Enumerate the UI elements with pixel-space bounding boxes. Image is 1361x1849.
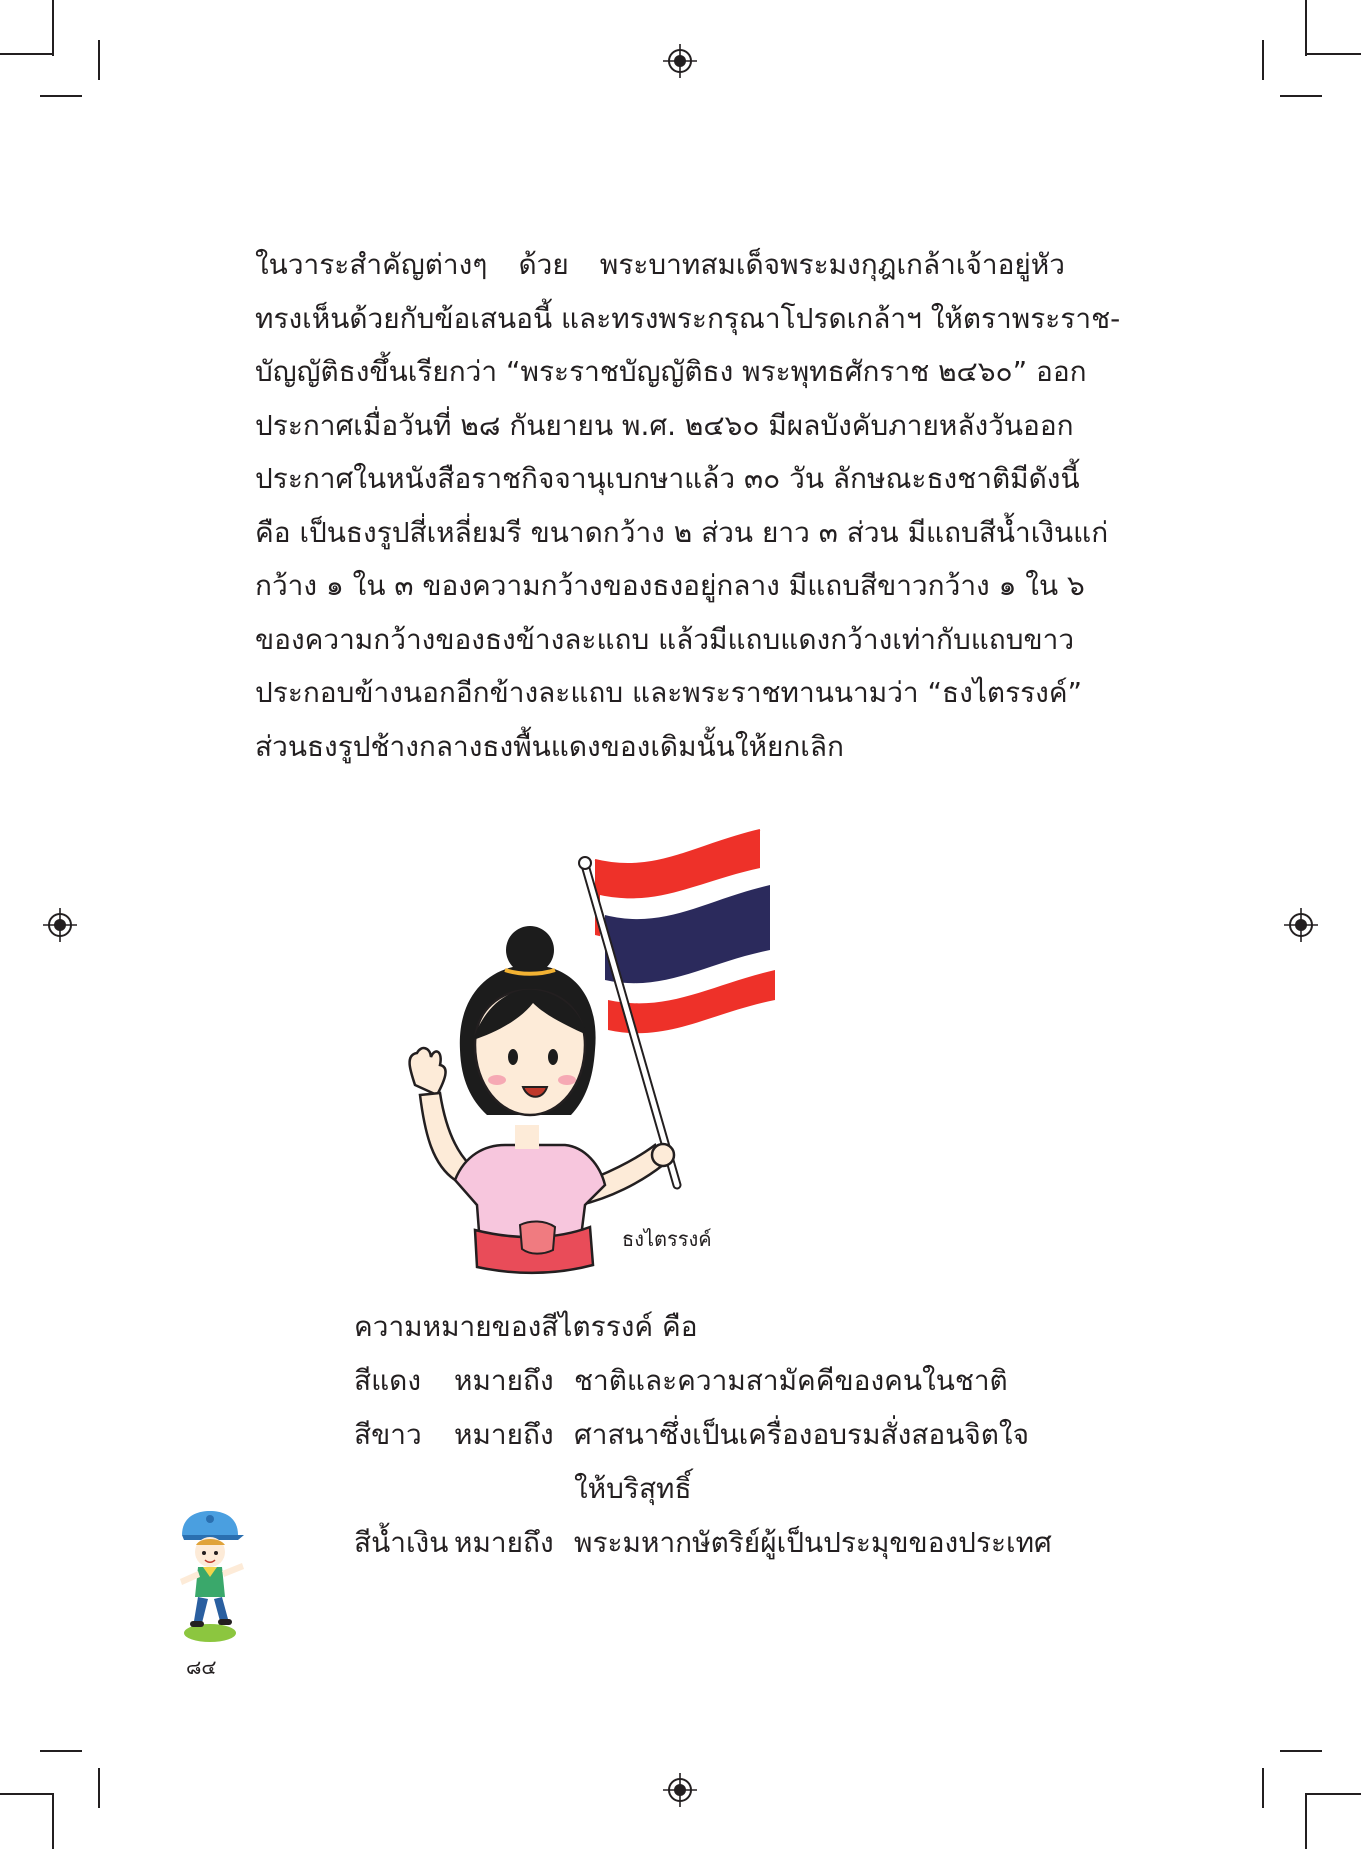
meaning-item-red: [354, 1354, 1074, 1408]
crop-mark: [98, 40, 100, 80]
meaning-item-white: [354, 1408, 1074, 1516]
crop-mark: [0, 53, 52, 55]
crop-mark: [1307, 53, 1361, 55]
meaning-connector: หมายถึง: [454, 1418, 554, 1451]
body-paragraph: [255, 238, 1121, 773]
crop-mark: [40, 95, 82, 97]
meaning-color-label: สีน้ำเงิน: [354, 1526, 449, 1559]
meaning-description-line: พระมหากษัตริย์ผู้เป็นประมุขของประเทศ: [574, 1526, 1052, 1559]
crop-mark: [40, 1750, 82, 1752]
body-line: กว้าง ๑ ใน ๓ ของความกว้างของธงอยู่กลาง มีแถบสีขาวกว้าง ๑ ใน ๖: [255, 569, 1085, 602]
meaning-item-blue: [354, 1516, 1074, 1570]
meaning-color-label: สีแดง: [354, 1364, 421, 1397]
page-number: ๘๔: [186, 1655, 217, 1679]
body-line: คือ เป็นธงรูปสี่เหลี่ยมรี ขนาดกว้าง ๒ ส่วน ยาว ๓ ส่วน มีแถบสีน้ำเงินแก่: [255, 515, 1109, 549]
meaning-heading: ความหมายของสีไตรรงค์ คือ: [354, 1310, 698, 1343]
meaning-description-line: ให้บริสุทธิ์: [574, 1472, 692, 1505]
girl-with-flag-illustration: [395, 775, 955, 1275]
crop-mark: [52, 1793, 54, 1849]
registration-mark-icon: [663, 44, 697, 78]
body-line: ประกอบข้างนอกอีกข้างละแถบ และพระราชทานนามว่า “ธงไตรรงค์”: [255, 676, 1083, 709]
body-line: ของความกว้างของธงข้างละแถบ แล้วมีแถบแดงกว้างเท่ากับแถบขาว: [255, 622, 1075, 656]
meaning-description-line: ชาติและความสามัคคีของคนในชาติ: [574, 1364, 1008, 1397]
meaning-description-line: ศาสนาซึ่งเป็นเครื่องอบรมสั่งสอนจิตใจ: [574, 1418, 1029, 1451]
body-line: บัญญัติธงขึ้นเรียกว่า “พระราชบัญญัติธง พระพุทธศักราช ๒๔๖๐” ออก: [255, 355, 1087, 388]
crop-mark: [1262, 1768, 1264, 1808]
body-line: ประกาศเมื่อวันที่ ๒๘ กันยายน พ.ศ. ๒๔๖๐ มีผลบังคับภายหลังวันออก: [255, 408, 1074, 442]
body-line: ทรงเห็นด้วยกับข้อเสนอนี้ และทรงพระกรุณาโปรดเกล้าฯ ให้ตราพระราช-: [255, 301, 1121, 335]
meaning-connector: หมายถึง: [454, 1364, 554, 1397]
crop-mark: [1305, 1793, 1307, 1849]
crop-mark: [1307, 1793, 1361, 1795]
crop-mark: [0, 1793, 52, 1795]
body-line: ในวาระสำคัญต่างๆ ด้วย พระบาทสมเด็จพระมงกุฎเกล้าเจ้าอยู่หัว: [255, 248, 1065, 281]
color-meaning-list: [354, 1300, 1074, 1570]
crop-mark: [1280, 1750, 1322, 1752]
meaning-color-label: สีขาว: [354, 1418, 422, 1451]
crop-mark: [98, 1768, 100, 1808]
meaning-connector: หมายถึง: [454, 1526, 554, 1559]
registration-mark-icon: [663, 1773, 697, 1807]
meaning-description: [574, 1408, 1074, 1516]
illustration-caption: ธงไตรรงค์: [622, 1227, 712, 1251]
registration-mark-icon: [43, 908, 77, 942]
body-line: ประกาศในหนังสือราชกิจจานุเบกษาแล้ว ๓๐ วัน ลักษณะธงชาติมีดังนี้: [255, 462, 1080, 495]
meaning-description: [574, 1516, 1074, 1570]
meaning-description: [574, 1354, 1074, 1408]
crop-mark: [52, 0, 54, 56]
scout-mascot-icon: [170, 1505, 250, 1645]
crop-mark: [1280, 95, 1322, 97]
registration-mark-icon: [1284, 908, 1318, 942]
crop-mark: [1305, 0, 1307, 56]
crop-mark: [1262, 40, 1264, 80]
body-line: ส่วนธงรูปช้างกลางธงพื้นแดงของเดิมนั้นให้ยกเลิก: [255, 729, 844, 763]
